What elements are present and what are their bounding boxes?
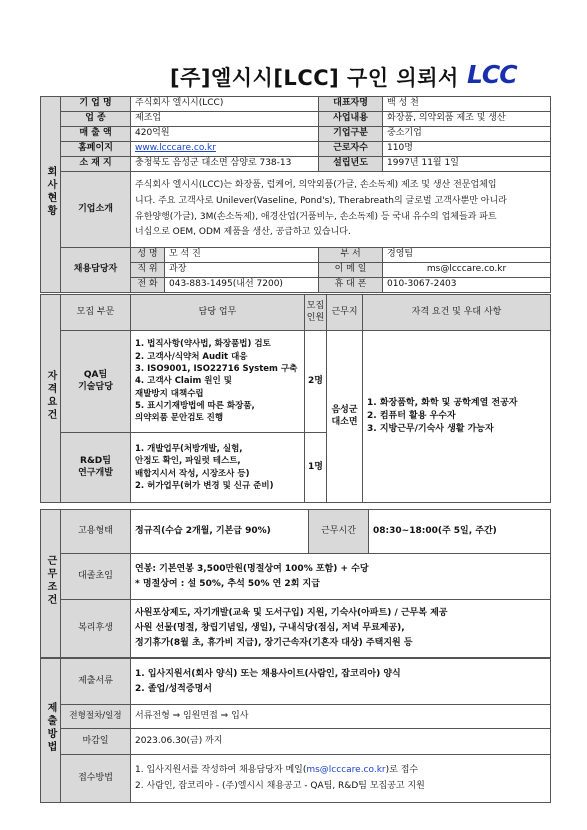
deadline-value: 2023.06.30(금) 까지 (131, 729, 551, 755)
homepage-link[interactable]: www.lcccare.co.kr (135, 143, 216, 154)
emp-value: 정규직(수습 2개월, 기본급 90%) (131, 510, 309, 554)
count-qa: 2명 (305, 331, 327, 433)
hours-value: 08:30~18:00(주 5일, 주간) (369, 510, 551, 554)
intro-line: 너십으로 OEM, ODM 제품을 생산, 공급하고 있습니다. (135, 227, 351, 238)
business: 화장품, 의약외품 제조 및 생산 (383, 112, 551, 127)
pay-label: 대졸초임 (61, 554, 131, 600)
emp-label: 고용형태 (61, 510, 131, 554)
method-label: 접수방법 (61, 755, 131, 803)
section-qualification: 자격요건 (41, 295, 61, 503)
row-label: 성 명 (131, 248, 165, 263)
email-link[interactable]: ms@lcccare.co.kr (306, 765, 386, 776)
row-label: 사업내용 (319, 112, 383, 127)
submission-table (40, 658, 551, 803)
docs-label: 제출서류 (61, 659, 131, 705)
work-place: 음성군 대소면 (327, 331, 363, 503)
company-info-table (40, 96, 551, 293)
contact-position: 과장 (165, 263, 319, 278)
row-label: 전 화 (131, 278, 165, 293)
intro-line: 니다. 주요 고객사로 Unilever(Vaseline, Pond's), Therabreath의 글로벌 고객사뿐만 아니라 (135, 195, 507, 206)
row-label: 소 재 지 (61, 157, 131, 172)
requirements: 1. 화장품학, 화학 및 공학계열 전공자 2. 컴퓨터 활용 우수자 3. 지방근무/기숙사 생활 가능자 (363, 331, 551, 503)
qualification-table (40, 294, 551, 503)
docs-value: 1. 입사지원서(회사 양식) 또는 채용사이트(사람인, 잡코리아) 양식 2. 졸업/성적증명서 (131, 659, 551, 705)
welfare-label: 복리후생 (61, 600, 131, 658)
industry: 제조업 (131, 112, 319, 127)
section-work: 근무조건 (41, 510, 61, 658)
deadline-label: 마감일 (61, 729, 131, 755)
dept-rnd: R&D팀 연구개발 (61, 433, 131, 503)
address: 충청북도 음성군 대소면 삼양로 738-13 (131, 157, 319, 172)
process-value: 서류전형 ⇒ 임원면접 ⇒ 입사 (131, 705, 551, 729)
row-label: 기업구분 (319, 127, 383, 142)
homepage-cell (131, 142, 319, 157)
contact-label: 채용담당자 (61, 248, 131, 293)
contact-name: 모 석 진 (165, 248, 319, 263)
duty-qa: 1. 법직사항(약사법, 화장품법) 검토 2. 고객사/식약처 Audit 대응 3. ISO9001, ISO22716 System 구축 4. 고객사 Claim 원인 및 재발방지 대책수립 5. 표시기재방법에 따른 화장품, 의약외품 문안검토 진행 (131, 331, 305, 433)
row-label: 직 위 (131, 263, 165, 278)
row-label: 휴 대 폰 (319, 278, 383, 293)
pay-value: 연봉: 기본연봉 3,500만원(명절상여 100% 포함) + 수당 * 명절상여 : 설 50%, 추석 50% 연 2회 지급 (131, 554, 551, 600)
count-rnd: 1명 (305, 433, 327, 503)
header-count: 모집 인원 (305, 295, 327, 331)
ceo-name: 백 성 천 (383, 97, 551, 112)
employee-count: 110명 (383, 142, 551, 157)
row-label: 업 종 (61, 112, 131, 127)
work-conditions-table (40, 509, 551, 658)
row-label: 근로자수 (319, 142, 383, 157)
company-type: 중소기업 (383, 127, 551, 142)
header-req: 자격 요건 및 우대 사항 (363, 295, 551, 331)
row-label: 홈페이지 (61, 142, 131, 157)
company-name: 주식회사 엘시시(LCC) (131, 97, 319, 112)
intro-text (131, 172, 551, 248)
intro-line: 주식회사 엘시시(LCC)는 화장품, 럽케어, 의약외품(가글, 손소독제) 제조 및 생산 전문업체입 (135, 180, 497, 190)
row-label: 부 서 (319, 248, 383, 263)
method-line-1: 1. 입사지원서를 작성하여 채용담당자 메일(ms@lcccare.co.kr)로 접수 (135, 765, 419, 776)
contact-mobile: 010-3067-2403 (383, 278, 551, 293)
header-dept: 모집 부문 (61, 295, 131, 331)
intro-line: 유한양행(가글), 3M(손소독제), 애경산업(거품비누, 손소독제) 등 국내 유수의 업체들과 파트 (135, 211, 497, 222)
page-title: [주]엘시시[LCC] 구인 의뢰서 (170, 66, 459, 90)
row-label: 이 메 일 (319, 263, 383, 278)
revenue: 420억원 (131, 127, 319, 142)
hours-label: 근무시간 (309, 510, 369, 554)
header-duty: 담당 업무 (131, 295, 305, 331)
row-label: 매 출 액 (61, 127, 131, 142)
page-header (0, 58, 587, 94)
contact-phone: 043-883-1495(내선 7200) (165, 278, 319, 293)
intro-label: 기업소개 (61, 172, 131, 248)
row-label: 대표자명 (319, 97, 383, 112)
row-label: 설립년도 (319, 157, 383, 172)
founded: 1997년 11월 1일 (383, 157, 551, 172)
company-logo: LCC (467, 60, 517, 89)
contact-dept: 경영팀 (383, 248, 551, 263)
section-company: 회사현황 (41, 97, 61, 293)
dept-qa: QA팀 기술담당 (61, 331, 131, 433)
method-value (131, 755, 551, 803)
process-label: 전형절차/일정 (61, 705, 131, 729)
method-line-2: 2. 사람인, 잡코리아 - (주)엘시시 채용공고 - QA팀, R&D팀 모집공고 지원 (135, 780, 425, 791)
welfare-value: 사원포상제도, 자기개발(교육 및 도서구입) 지원, 기숙사(아파트) / 근무복 제공 사원 선물(명절, 창립기념일, 생일), 구내식당(점심, 저녁 무료제공), 정기휴가(8월 초, 휴가비 지급), 장기근속자(기혼자 대상) 주택지원 등 (131, 600, 551, 658)
row-label: 기 업 명 (61, 97, 131, 112)
section-submit: 제출방법 (41, 659, 61, 803)
duty-rnd: 1. 개발업무(처방개발, 실험, 안정도 확인, 파일럿 테스트, 배합지시서 작성, 시장조사 등) 2. 허가업무(허가 변경 및 신규 준비) (131, 433, 305, 503)
contact-email: ms@lcccare.co.kr (383, 263, 551, 278)
header-place: 근무지 (327, 295, 363, 331)
